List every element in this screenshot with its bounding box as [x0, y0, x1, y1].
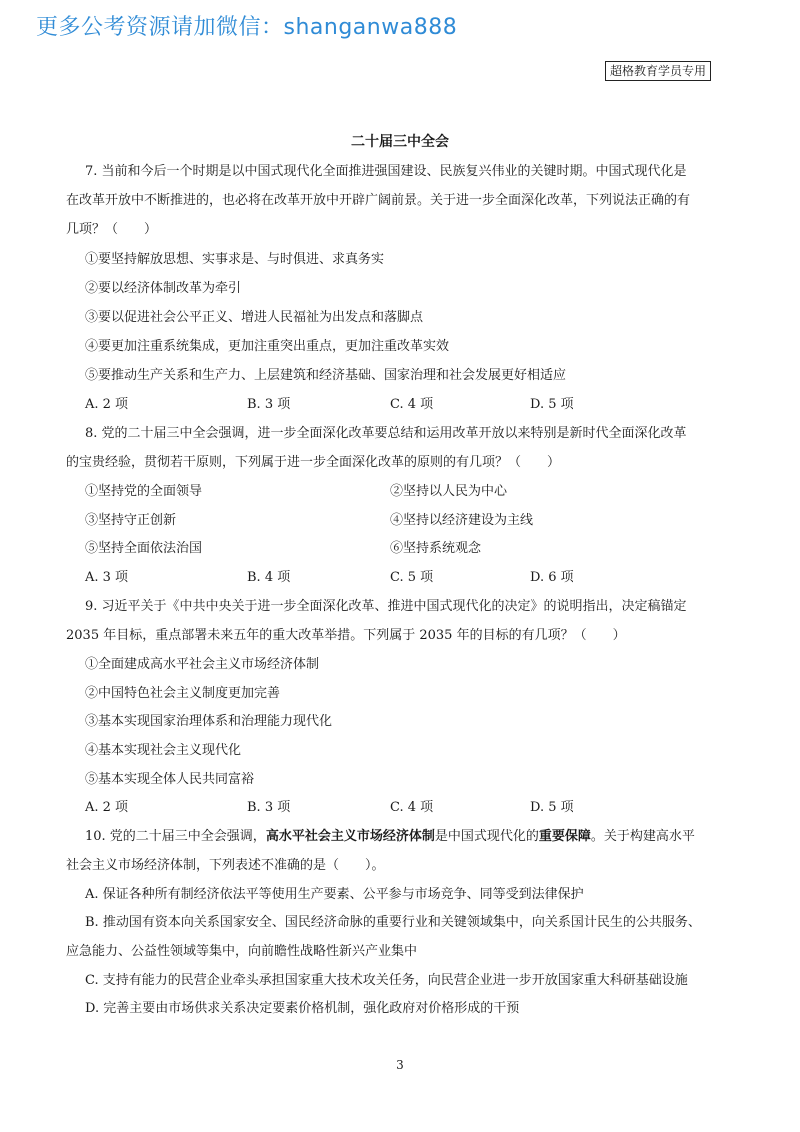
answer-option-b: B. 3 项 [247, 397, 291, 412]
statement-item: ⑤基本实现全体人民共同富裕 [85, 772, 255, 787]
answer-option-c: C. 4 项 [390, 397, 434, 412]
section-title: 二十届三中全会 [351, 134, 449, 150]
answer-option-b-continued: 应急能力、公益性领域等集中，向前瞻性战略性新兴产业集中 [66, 944, 418, 959]
emphasis-text: 高水平社会主义市场经济体制 [265, 829, 435, 844]
question-stem-line: 的宝贵经验，贯彻若干原则，下列属于进一步全面深化改革的原则的有几项？（ ） [66, 455, 561, 470]
answer-option-a: A. 2 项 [85, 397, 129, 412]
question-stem-line: 9. 习近平关于《中共中央关于进一步全面深化改革、推进中国式现代化的决定》的说明指出，决定稿锚定 [85, 599, 687, 614]
statement-item: ④基本实现社会主义现代化 [85, 743, 242, 758]
statement-item: ⑤坚持全面依法治国 [85, 541, 203, 556]
statement-item: ③要以促进社会公平正义、增进人民福祉为出发点和落脚点 [85, 310, 424, 325]
statement-item: ②中国特色社会主义制度更加完善 [85, 686, 281, 701]
answer-option-d: D. 5 项 [530, 800, 574, 815]
question-stem-line [85, 828, 695, 846]
statement-item: ④坚持以经济建设为主线 [390, 513, 534, 528]
answer-option-c: C. 支持有能力的民营企业牵头承担国家重大技术攻关任务，向民营企业进一步开放国家重大科研基础设施 [85, 973, 688, 988]
page-number: 3 [396, 1058, 404, 1072]
statement-item: ③基本实现国家治理体系和治理能力现代化 [85, 714, 333, 729]
statement-item: ③坚持守正创新 [85, 513, 177, 528]
question-stem-line: 社会主义市场经济体制，下列表述不准确的是（ ）。 [66, 858, 385, 873]
watermark-text: 更多公考资源请加微信：shanganwa888 [36, 15, 458, 40]
answer-option-a: A. 保证各种所有制经济依法平等使用生产要素、公平参与市场竞争、同等受到法律保护 [85, 887, 584, 902]
question-stem-line: 在改革开放中不断推进的，也必将在改革开放中开辟广阔前景。关于进一步全面深化改革，下列说法正确的有 [66, 193, 691, 208]
emphasis-text: 重要保障 [538, 829, 591, 844]
answer-option-a: A. 3 项 [85, 570, 129, 585]
statement-item: ①坚持党的全面领导 [85, 484, 203, 499]
statement-item: ②坚持以人民为中心 [390, 484, 508, 499]
question-stem-line: 2035 年目标，重点部署未来五年的重大改革举措。下列属于 2035 年的目标的有几项？（ ） [66, 628, 626, 643]
statement-item: ①全面建成高水平社会主义市场经济体制 [85, 657, 320, 672]
answer-option-b: B. 推动国有资本向关系国家安全、国民经济命脉的重要行业和关键领域集中，向关系国计民生的公共服务、 [85, 915, 701, 930]
stem-text: 10. 党的二十届三中全会强调， [85, 829, 266, 844]
answer-option-d: D. 6 项 [530, 570, 574, 585]
question-stem-line: 几项？（ ） [66, 222, 158, 237]
question-stem-line: 7. 当前和今后一个时期是以中国式现代化全面推进强国建设、民族复兴伟业的关键时期。中国式现代化是 [85, 164, 687, 179]
answer-option-c: C. 5 项 [390, 570, 434, 585]
statement-item: ②要以经济体制改革为牵引 [85, 281, 242, 296]
statement-item: ①要坚持解放思想、实事求是、与时俱进、求真务实 [85, 252, 385, 267]
answer-option-a: A. 2 项 [85, 800, 129, 815]
answer-option-d: D. 5 项 [530, 397, 574, 412]
question-stem-line: 8. 党的二十届三中全会强调，进一步全面深化改革要总结和运用改革开放以来特别是新时代全面深化改革 [85, 426, 687, 441]
answer-option-b: B. 3 项 [247, 800, 291, 815]
answer-option-c: C. 4 项 [390, 800, 434, 815]
statement-item: ④要更加注重系统集成，更加注重突出重点，更加注重改革实效 [85, 339, 450, 354]
statement-item: ⑤要推动生产关系和生产力、上层建筑和经济基础、国家治理和社会发展更好相适应 [85, 368, 567, 383]
stem-text: 是中国式现代化的 [434, 829, 539, 844]
answer-option-d: D. 完善主要由市场供求关系决定要素价格机制，强化政府对价格形成的干预 [85, 1001, 520, 1016]
usage-stamp: 超格教育学员专用 [605, 61, 711, 81]
statement-item: ⑥坚持系统观念 [390, 541, 482, 556]
stem-text: 。关于构建高水平 [590, 829, 695, 844]
answer-option-b: B. 4 项 [247, 570, 291, 585]
